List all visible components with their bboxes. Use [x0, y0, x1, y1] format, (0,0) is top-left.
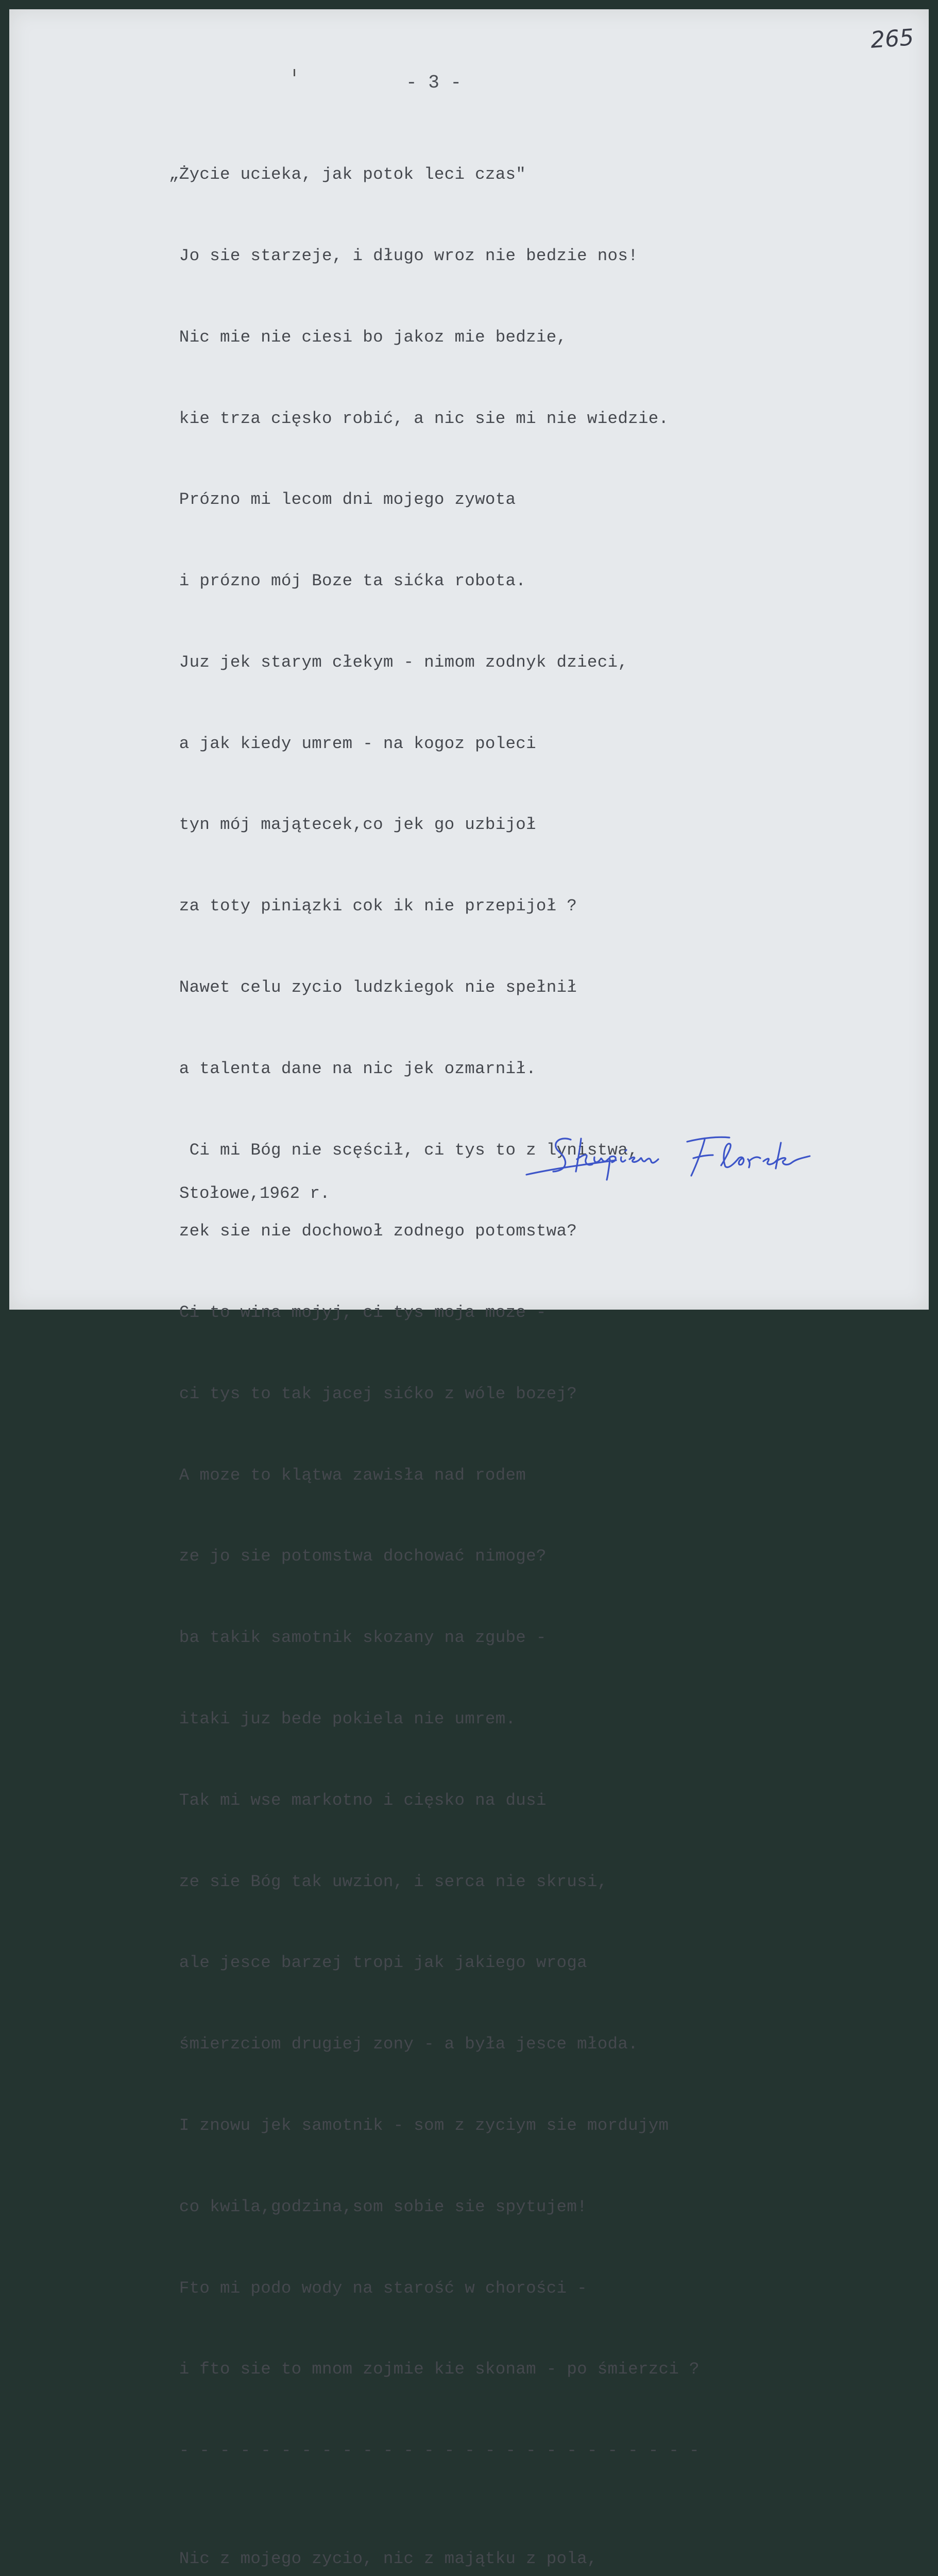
poem-line: co kwila,godzina,som sobie sie spytujem! [169, 2197, 587, 2216]
poem-line: „Życie ucieka, jak potok leci czas" [169, 165, 526, 184]
poem-text [169, 107, 700, 2576]
poem-line: a talenta dane na nic jek ozmarnił. [169, 1059, 536, 1078]
handwritten-page-number: 265 [869, 24, 915, 54]
signature-mark [523, 1128, 822, 1185]
poem-line: i fto sie to mnom zojmie kie skonam - po śmierzci ? [169, 2360, 700, 2379]
poem-line: za toty piniązki cok ik nie przepijoł ? [169, 896, 577, 916]
poem-line: ci tys to tak jacej sićko z wóle bozej? [169, 1384, 577, 1403]
poem-line: ze jo sie potomstwa dochować nimoge? [169, 1547, 547, 1566]
poem-line: Nic z mojego zycio, nic z majątku z pola, [169, 2549, 598, 2569]
document-page [9, 9, 929, 2569]
page-header: - 3 - [406, 72, 462, 93]
ink-mark [294, 69, 295, 76]
poem-line: a jak kiedy umrem - na kogoz poleci [169, 734, 536, 753]
poem-line: Prózno mi lecom dni mojego zywota [169, 490, 516, 510]
poem-line: zek sie nie dochowoł zodnego potomstwa? [169, 1222, 577, 1241]
poem-line: ale jesce barzej tropi jak jakiego wroga [169, 1953, 587, 1973]
poem-line: ba takik samotnik skozany na zgube - [169, 1628, 547, 1648]
poem-line: Juz jek starym cłekym - nimom zodnyk dzieci, [169, 652, 628, 672]
poem-line: ze sie Bóg tak uwzion, i serca nie skrusi, [169, 1872, 608, 1891]
poem-line: I znowu jek samotnik - som z zyciym sie mordujym [169, 2115, 669, 2135]
poem-line: Ci mi Bóg nie scęścił, ci tys to z lynistwa, [169, 1140, 638, 1160]
place-date: Stołowe,1962 r. [179, 1184, 330, 1203]
poem-line: itaki juz bede pokiela nie umrem. [169, 1709, 516, 1729]
poem-line: Nic mie nie ciesi bo jakoz mie bedzie, [169, 327, 567, 347]
poem-line: Ci to wina mojyj, ci tys moja moze - [169, 1303, 547, 1323]
poem-line: Fto mi podo wody na starość w chorości - [169, 2278, 587, 2298]
poem-line: tyn mój majątecek,co jek go uzbijoł [169, 815, 536, 835]
poem-line: A moze to klątwa zawisła nad rodem [169, 1465, 526, 1485]
poem-line: i prózno mój Boze ta sićka robota. [169, 571, 526, 591]
poem-line: Tak mi wse markotno i cięsko na dusi [169, 1790, 547, 1810]
dash-separator: - - - - - - - - - - - - - - - - - - - - - - - - - - [169, 2441, 700, 2461]
poem-line: Nawet celu zycio ludzkiegok nie spełnił [169, 978, 577, 997]
poem-line: Jo sie starzeje, i długo wroz nie bedzie nos! [169, 246, 638, 265]
poem-line: kie trza cięsko robić, a nic sie mi nie wiedzie. [169, 409, 669, 428]
poem-line: śmierzciom drugiej zony - a była jesce młoda. [169, 2035, 638, 2054]
